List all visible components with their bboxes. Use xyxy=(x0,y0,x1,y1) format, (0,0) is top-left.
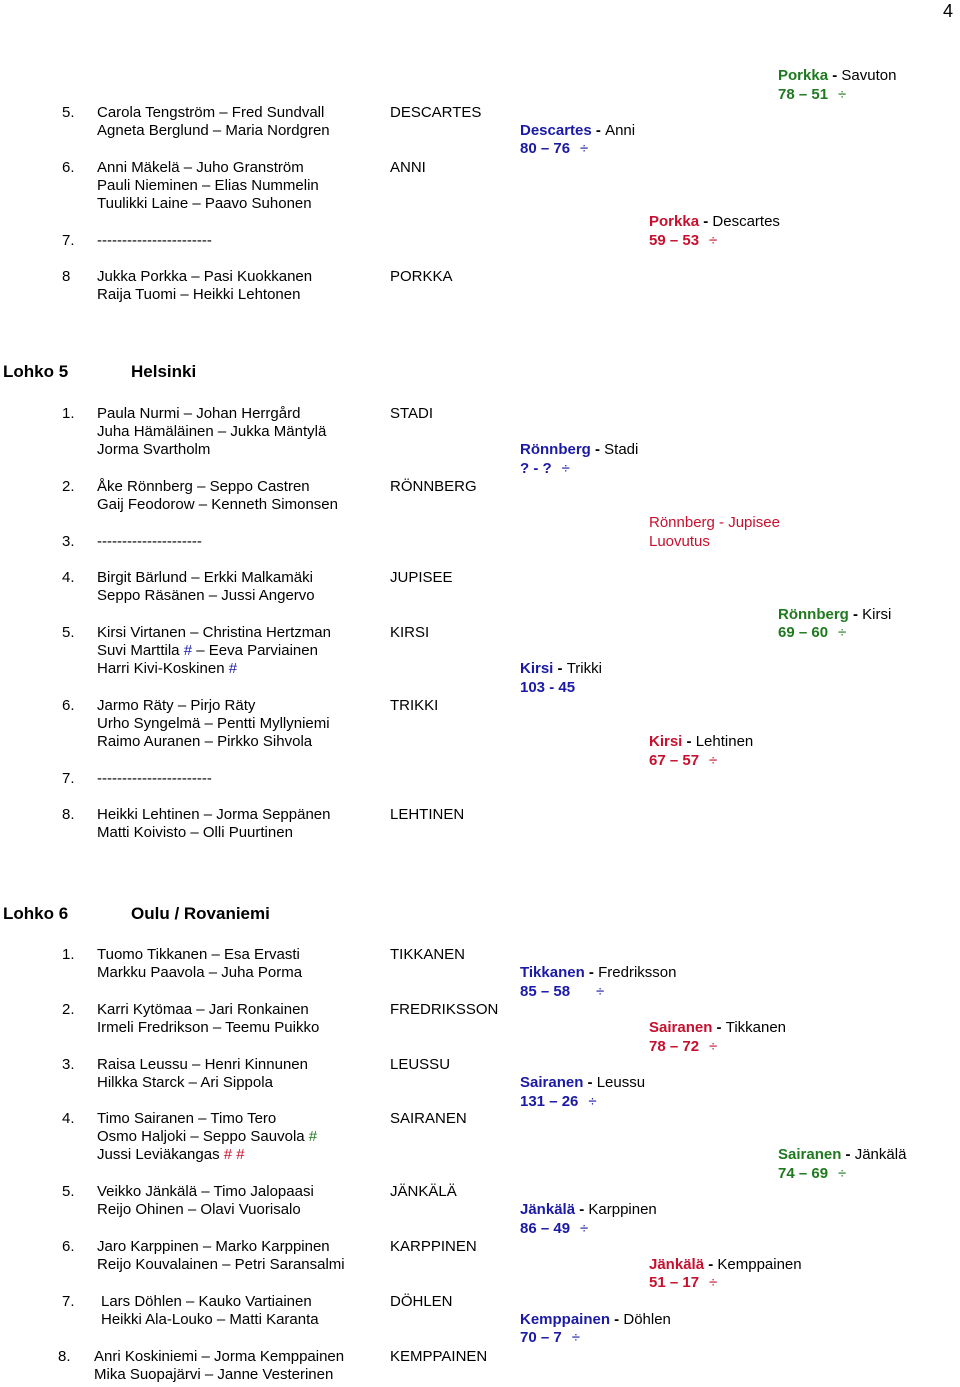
divide-icon: ÷ xyxy=(838,624,847,641)
match-winner: Rönnberg xyxy=(778,606,849,623)
score-value: 131 – 26 xyxy=(520,1093,579,1110)
entry-num: 5. xyxy=(62,104,75,121)
match-score xyxy=(649,1274,717,1292)
entry-num: 3. xyxy=(62,1056,75,1073)
match-sep: - xyxy=(553,660,567,677)
divide-icon: ÷ xyxy=(709,232,718,249)
match-sep: - xyxy=(682,733,696,750)
entry-num: 5. xyxy=(62,624,75,641)
page-number: 4 xyxy=(943,1,954,21)
match-loser: Trikki xyxy=(566,660,602,677)
entry-num: 8 xyxy=(62,268,71,285)
entry-players: Åke Rönnberg – Seppo Castren xyxy=(97,478,310,495)
score-value: 69 – 60 xyxy=(778,624,829,641)
divide-icon: ÷ xyxy=(709,1038,718,1055)
entry-players xyxy=(97,1146,245,1164)
match-result: Rönnberg - Jupisee xyxy=(649,514,780,531)
divide-icon: ÷ xyxy=(838,1165,847,1182)
entry-players: Raisa Leussu – Henri Kinnunen xyxy=(97,1056,308,1073)
match-winner: Tikkanen xyxy=(520,964,585,981)
entry-num: 8. xyxy=(58,1348,71,1365)
divide-icon: ÷ xyxy=(580,1220,589,1237)
entry-num: 2. xyxy=(62,1001,75,1018)
match-loser: Karppinen xyxy=(588,1201,657,1218)
entry-num: 6. xyxy=(62,697,75,714)
score-value: 86 – 49 xyxy=(520,1220,571,1237)
entry-players: Hilkka Starck – Ari Sippola xyxy=(97,1074,273,1091)
entry-players: Mika Suopajärvi – Janne Vesterinen xyxy=(94,1366,334,1383)
score-value: 74 – 69 xyxy=(778,1165,829,1182)
score-value: 59 – 53 xyxy=(649,232,700,249)
entry-players: Reijo Ohinen – Olavi Vuorisalo xyxy=(97,1201,301,1218)
player-text: Osmo Haljoki – Seppo Sauvola xyxy=(97,1128,309,1145)
entry-players: Birgit Bärlund – Erkki Malkamäki xyxy=(97,569,313,586)
match-score xyxy=(520,1329,580,1347)
entry-players: Markku Paavola – Juha Porma xyxy=(97,964,303,981)
entry-players: Karri Kytömaa – Jari Ronkainen xyxy=(97,1001,309,1018)
entry-num: 3. xyxy=(62,533,75,550)
match-loser: Lehtinen xyxy=(695,733,754,750)
match-sep: - xyxy=(841,1146,855,1163)
match-result xyxy=(649,213,780,231)
entry-players: Kirsi Virtanen – Christina Hertzman xyxy=(97,624,331,641)
entry-players: Gaij Feodorow – Kenneth Simonsen xyxy=(97,496,338,513)
entry-players: Irmeli Fredrikson – Teemu Puikko xyxy=(97,1019,320,1036)
match-loser: Descartes xyxy=(712,213,780,230)
team-name: DÖHLEN xyxy=(390,1293,453,1310)
entry-num: 4. xyxy=(62,1110,75,1127)
entry-players: Urho Syngelmä – Pentti Myllyniemi xyxy=(97,715,330,732)
divide-icon: ÷ xyxy=(709,1274,718,1291)
match-result xyxy=(520,122,635,140)
match-score: 103 - 45 xyxy=(520,679,576,696)
team-name: PORKKA xyxy=(390,268,453,285)
section-label: Lohko 5 xyxy=(3,362,69,381)
section-city: Oulu / Rovaniemi xyxy=(131,904,270,923)
divide-icon: ÷ xyxy=(588,1093,597,1110)
team-name: KEMPPAINEN xyxy=(390,1348,488,1365)
match-winner: Porkka xyxy=(649,213,700,230)
entry-players: Paula Nurmi – Johan Herrgård xyxy=(97,405,301,422)
entry-players: Tuomo Tikkanen – Esa Ervasti xyxy=(97,946,300,963)
entry-num: 7. xyxy=(62,770,75,787)
team-name: JÄNKÄLÄ xyxy=(390,1183,457,1200)
team-name: ANNI xyxy=(390,159,426,176)
match-sep: - xyxy=(848,606,863,623)
match-loser: Anni xyxy=(605,122,636,139)
entry-players: Reijo Kouvalainen – Petri Saransalmi xyxy=(97,1256,345,1273)
entry-num: 7. xyxy=(62,1293,75,1310)
match-loser: Kirsi xyxy=(862,606,892,623)
match-result xyxy=(649,1256,802,1274)
match-result xyxy=(649,733,753,751)
match-score xyxy=(649,752,717,770)
match-sep: - xyxy=(699,213,713,230)
match-sep: - xyxy=(575,1201,589,1218)
match-loser: Stadi xyxy=(604,441,639,458)
divide-icon: ÷ xyxy=(709,752,718,769)
match-loser: Leussu xyxy=(596,1074,646,1091)
team-name: LEUSSU xyxy=(390,1056,451,1073)
entry-players: Carola Tengström – Fred Sundvall xyxy=(97,104,325,121)
match-sep: - xyxy=(583,1074,597,1091)
match-score xyxy=(520,983,604,1001)
divide-icon: ÷ xyxy=(838,86,847,103)
match-score xyxy=(520,140,588,158)
score-value: 51 – 17 xyxy=(649,1274,700,1291)
team-name: DESCARTES xyxy=(390,104,482,121)
team-name: KARPPINEN xyxy=(390,1238,477,1255)
score-value: 78 – 51 xyxy=(778,86,829,103)
entry-num: 8. xyxy=(62,806,75,823)
entry-num: 7. xyxy=(62,232,75,249)
entry-placeholder: ----------------------- xyxy=(97,232,212,249)
match-winner: Jänkälä xyxy=(649,1256,705,1273)
score-value: 67 – 57 xyxy=(649,752,700,769)
entry-players: Jukka Porkka – Pasi Kuokkanen xyxy=(97,268,313,285)
entry-players: Juha Hämäläinen – Jukka Mäntylä xyxy=(97,423,327,440)
entry-players: Pauli Nieminen – Elias Nummelin xyxy=(97,177,319,194)
section-label: Lohko 6 xyxy=(3,904,69,923)
entry-num: 1. xyxy=(62,946,75,963)
entry-num: 6. xyxy=(62,1238,75,1255)
entry-placeholder: ----------------------- xyxy=(97,770,212,787)
match-score xyxy=(649,232,717,250)
score-value: 78 – 72 xyxy=(649,1038,700,1055)
entry-players: Veikko Jänkälä – Timo Jalopaasi xyxy=(97,1183,314,1200)
entry-players: Jaro Karppinen – Marko Karppinen xyxy=(97,1238,330,1255)
entry-num: 1. xyxy=(62,405,75,422)
match-result xyxy=(520,660,602,678)
entry-players: Heikki Ala-Louko – Matti Karanta xyxy=(101,1311,319,1328)
match-sep: - xyxy=(584,964,599,981)
entry-players: Jarmo Räty – Pirjo Räty xyxy=(97,697,256,714)
team-name: TRIKKI xyxy=(390,697,439,714)
match-sep: - xyxy=(712,1019,726,1036)
match-sep: - xyxy=(828,67,842,84)
match-result xyxy=(520,1074,645,1092)
team-name: JUPISEE xyxy=(390,569,453,586)
entry-players: Raimo Auranen – Pirkko Sihvola xyxy=(97,733,313,750)
match-score xyxy=(778,86,846,104)
team-name: SAIRANEN xyxy=(390,1110,467,1127)
player-text: – Eeva Parviainen xyxy=(192,642,318,659)
hash-mark: # xyxy=(308,1128,318,1145)
entry-players: Tuulikki Laine – Paavo Suhonen xyxy=(97,195,312,212)
match-winner: Jänkälä xyxy=(520,1201,576,1218)
match-winner: Kirsi xyxy=(649,733,683,750)
match-loser: Tikkanen xyxy=(725,1019,787,1036)
match-score: Luovutus xyxy=(649,533,710,550)
match-result xyxy=(778,606,891,624)
match-loser: Jänkälä xyxy=(854,1146,907,1163)
score-value: 70 – 7 xyxy=(520,1329,562,1346)
match-sep: - xyxy=(590,441,605,458)
entry-players: Agneta Berglund – Maria Nordgren xyxy=(97,122,330,139)
hash-mark: # xyxy=(183,642,193,659)
entry-num: 4. xyxy=(62,569,75,586)
entry-num: 5. xyxy=(62,1183,75,1200)
score-value: ? - ? xyxy=(520,460,552,477)
divide-icon: ÷ xyxy=(561,460,570,477)
match-sep: - xyxy=(610,1311,624,1328)
match-score xyxy=(520,460,570,478)
player-text: Suvi Marttila xyxy=(97,642,184,659)
team-name: RÖNNBERG xyxy=(390,478,477,495)
match-loser: Döhlen xyxy=(623,1311,671,1328)
entry-players: Anni Mäkelä – Juho Granström xyxy=(97,159,304,176)
entry-players: Anri Koskiniemi – Jorma Kemppainen xyxy=(94,1348,345,1365)
hash-mark: # xyxy=(228,660,238,677)
divide-icon: ÷ xyxy=(596,983,605,1000)
entry-num: 2. xyxy=(62,478,75,495)
entry-placeholder: --------------------- xyxy=(97,533,202,550)
match-winner: Sairanen xyxy=(778,1146,842,1163)
match-winner: Descartes xyxy=(520,122,592,139)
match-winner: Sairanen xyxy=(520,1074,584,1091)
divide-icon: ÷ xyxy=(571,1329,580,1346)
team-name: FREDRIKSSON xyxy=(390,1001,499,1018)
player-text: Jussi Leviäkangas xyxy=(97,1146,224,1163)
player-text: Harri Kivi-Koskinen xyxy=(97,660,229,677)
entry-players: Matti Koivisto – Olli Puurtinen xyxy=(97,824,293,841)
match-result xyxy=(520,441,638,459)
match-score xyxy=(778,1165,846,1183)
entry-players: Jorma Svartholm xyxy=(97,441,211,458)
score-value: 85 – 58 xyxy=(520,983,571,1000)
entry-players: Timo Sairanen – Timo Tero xyxy=(97,1110,277,1127)
divide-icon: ÷ xyxy=(580,140,589,157)
match-winner: Porkka xyxy=(778,67,829,84)
match-result xyxy=(520,964,676,982)
section-city: Helsinki xyxy=(131,362,197,381)
team-name: KIRSI xyxy=(390,624,430,641)
team-name: TIKKANEN xyxy=(390,946,466,963)
entry-players xyxy=(97,642,318,660)
entry-players xyxy=(97,660,237,678)
match-score xyxy=(520,1093,597,1111)
match-loser: Kemppainen xyxy=(717,1256,802,1273)
team-name: LEHTINEN xyxy=(390,806,465,823)
entry-players: Heikki Lehtinen – Jorma Seppänen xyxy=(97,806,331,823)
match-sep: - xyxy=(704,1256,718,1273)
match-score xyxy=(520,1220,588,1238)
match-loser: Fredriksson xyxy=(598,964,677,981)
entry-players: Seppo Räsänen – Jussi Angervo xyxy=(97,587,315,604)
match-result xyxy=(778,1146,906,1164)
match-winner: Kemppainen xyxy=(520,1311,611,1328)
team-name: STADI xyxy=(390,405,434,422)
entry-num: 6. xyxy=(62,159,75,176)
match-score xyxy=(778,624,846,642)
match-result xyxy=(649,1019,786,1037)
match-sep: - xyxy=(591,122,606,139)
hash-mark: # xyxy=(236,1146,245,1163)
match-result xyxy=(520,1201,657,1219)
match-loser: Savuton xyxy=(841,67,897,84)
match-result xyxy=(778,67,896,85)
match-winner: Kirsi xyxy=(520,660,554,677)
hash-mark: # xyxy=(223,1146,233,1163)
match-result xyxy=(520,1311,671,1329)
match-winner: Sairanen xyxy=(649,1019,713,1036)
entry-players xyxy=(97,1128,317,1146)
match-score xyxy=(649,1038,717,1056)
score-value: 80 – 76 xyxy=(520,140,571,157)
entry-players: Lars Döhlen – Kauko Vartiainen xyxy=(101,1293,312,1310)
match-winner: Rönnberg xyxy=(520,441,591,458)
entry-players: Raija Tuomi – Heikki Lehtonen xyxy=(97,286,301,303)
